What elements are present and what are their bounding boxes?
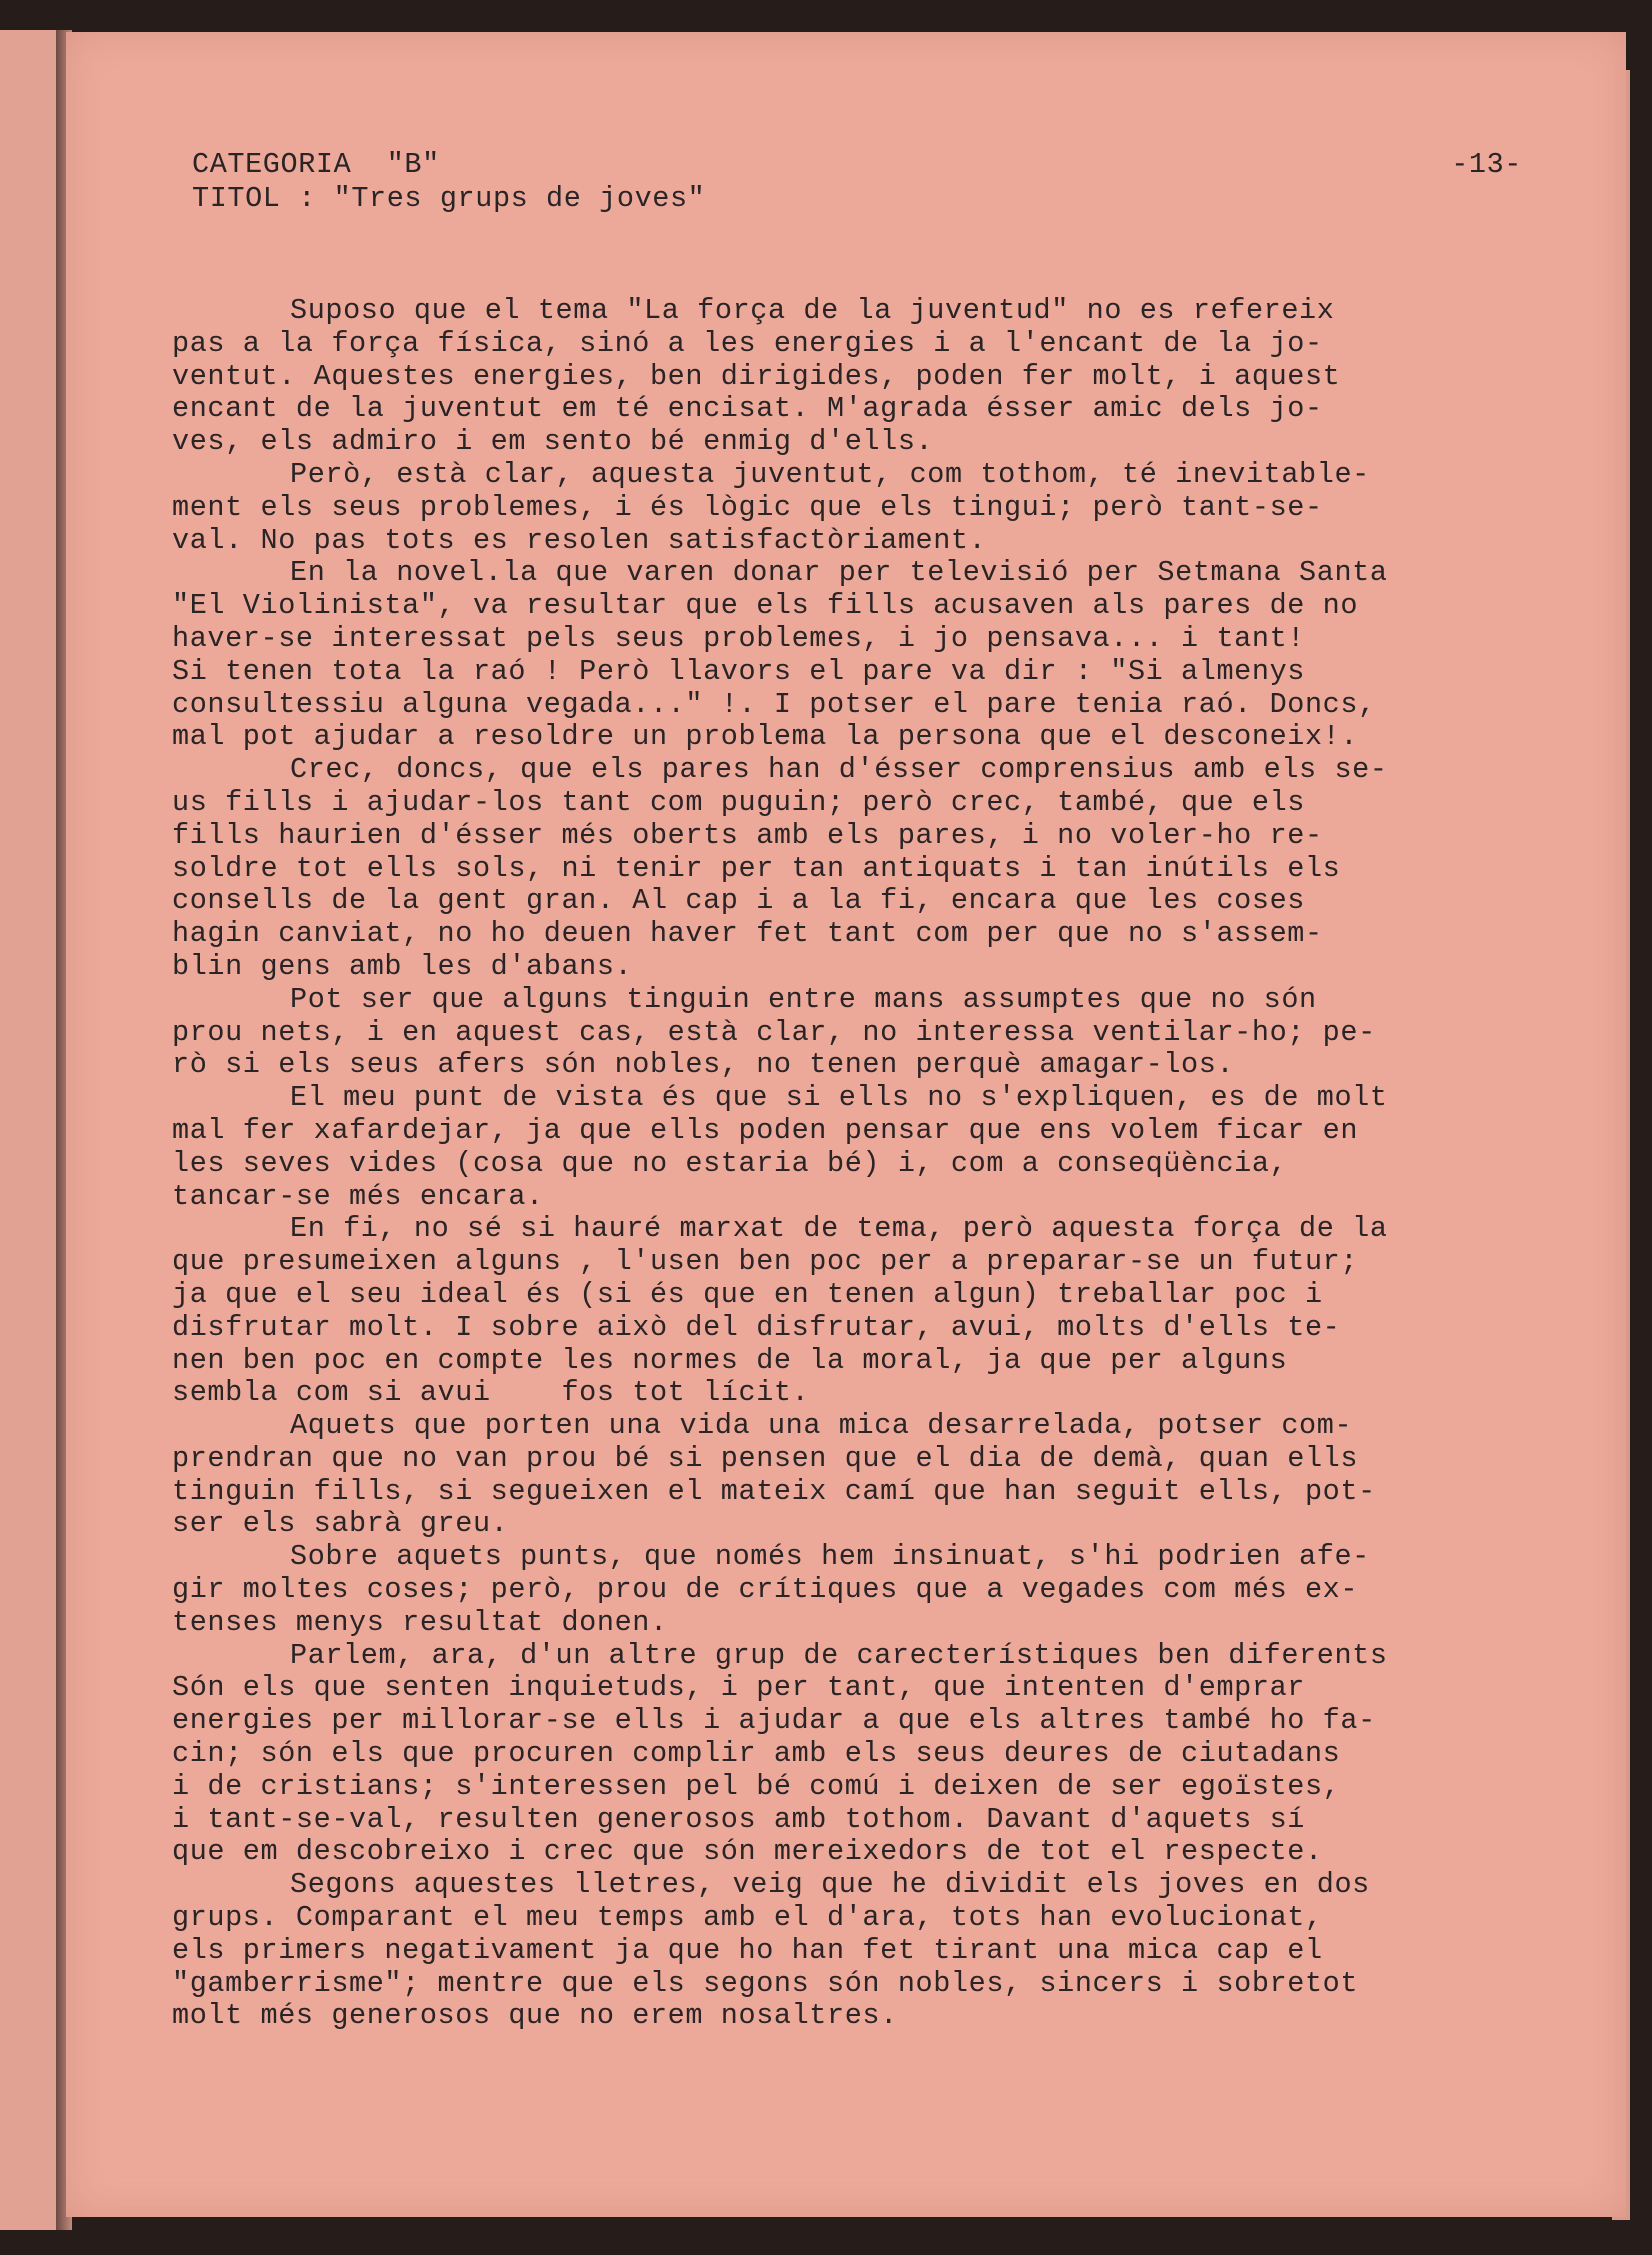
paragraph-first-line: Sobre aquets punts, que només hem insinuat, s'hi podrien afe-	[290, 1540, 1370, 1574]
text-line: soldre tot ells sols, ni tenir per tan antiquats i tan inútils els	[172, 851, 1341, 885]
text-line: consultessiu alguna vegada..." !. I potser el pare tenia raó. Doncs,	[172, 687, 1376, 721]
text-line: tenses menys resultat donen.	[172, 1605, 668, 1639]
category-line: CATEGORIA "B"	[192, 148, 440, 181]
paragraph-first-line: Però, està clar, aquesta juventut, com tothom, té inevitable-	[290, 457, 1370, 491]
text-line: ves, els admiro i em sento bé enmig d'ells.	[172, 425, 934, 459]
title-line: TITOL : "Tres grups de joves"	[192, 182, 706, 215]
text-line: disfrutar molt. I sobre això del disfrutar, avui, molts d'ells te-	[172, 1310, 1341, 1344]
text-line: Si tenen tota la raó ! Però llavors el pare va dir : "Si almenys	[172, 654, 1305, 688]
text-line: mal fer xafardejar, ja que ells poden pensar que ens volem ficar en	[172, 1113, 1359, 1147]
page-number: -13-	[1451, 148, 1522, 181]
text-line: ment els seus problemes, i és lògic que els tingui; però tant-se-	[172, 490, 1323, 524]
text-line: que presumeixen alguns , l'usen ben poc per a preparar-se un futur;	[172, 1245, 1359, 1279]
paragraph-first-line: En fi, no sé si hauré marxat de tema, però aquesta força de la	[290, 1212, 1388, 1246]
text-line: us fills i ajudar-los tant com puguin; però crec, també, que els	[172, 785, 1305, 819]
text-line: tinguin fills, si segueixen el mateix camí que han seguit ells, pot-	[172, 1474, 1376, 1508]
text-line: consells de la gent gran. Al cap i a la fi, encara que les coses	[172, 884, 1305, 918]
text-line: prou nets, i en aquest cas, està clar, no interessa ventilar-ho; pe-	[172, 1015, 1376, 1049]
page-header	[192, 148, 1522, 216]
text-line: fills haurien d'ésser més oberts amb els pares, i no voler-ho re-	[172, 818, 1323, 852]
text-line: encant de la juventut em té encisat. M'agrada ésser amic dels jo-	[172, 392, 1323, 426]
text-line: nen ben poc en compte les normes de la moral, ja que per alguns	[172, 1343, 1288, 1377]
paragraph-first-line: Suposo que el tema "La força de la juventud" no es refereix	[290, 294, 1335, 327]
text-line: haver-se interessat pels seus problemes, i jo pensava... i tant!	[172, 621, 1305, 655]
text-line: Són els que senten inquietuds, i per tant, que intenten d'emprar	[172, 1671, 1305, 1705]
text-line: energies per millorar-se ells i ajudar a que els altres també ho fa-	[172, 1704, 1376, 1738]
text-line: ventut. Aquestes energies, ben dirigides, poden fer molt, i aquest	[172, 359, 1341, 393]
paragraph-first-line: Aquets que porten una vida una mica desarrelada, potser com-	[290, 1409, 1353, 1443]
text-line: val. No pas tots es resolen satisfactòriament.	[172, 523, 987, 557]
paragraph-first-line: Parlem, ara, d'un altre grup de carecterístiques ben diferents	[290, 1638, 1388, 1672]
text-line: ser els sabrà greu.	[172, 1507, 509, 1541]
text-line: prendran que no van prou bé si pensen que el dia de demà, quan ells	[172, 1441, 1359, 1475]
text-line: els primers negativament ja que ho han fet tirant una mica cap el	[172, 1933, 1323, 1967]
text-line: grups. Comparant el meu temps amb el d'ara, tots han evolucionat,	[172, 1901, 1323, 1935]
paragraph-first-line: Pot ser que alguns tinguin entre mans assumptes que no són	[290, 982, 1317, 1016]
text-line: blin gens amb les d'abans.	[172, 949, 633, 983]
text-line: "gamberrisme"; mentre que els segons són nobles, sincers i sobretot	[172, 1966, 1359, 2000]
text-line: i tant-se-val, resulten generosos amb tothom. Davant d'aquets sí	[172, 1802, 1305, 1836]
text-line: que em descobreixo i crec que són mereixedors de tot el respecte.	[172, 1835, 1323, 1869]
text-line: cin; són els que procuren complir amb els seus deures de ciutadans	[172, 1737, 1341, 1771]
text-line: tancar-se més encara.	[172, 1179, 544, 1213]
text-line: ja que el seu ideal és (si és que en tenen algun) treballar poc i	[172, 1277, 1323, 1311]
facing-page-edge	[0, 30, 64, 2230]
text-line: gir moltes coses; però, prou de crítiques que a vegades com més ex-	[172, 1573, 1359, 1607]
text-line: les seves vides (cosa que no estaria bé) i, com a conseqüència,	[172, 1146, 1288, 1180]
text-line: rò si els seus afers són nobles, no tenen perquè amagar-los.	[172, 1048, 1235, 1082]
text-line: "El Violinista", va resultar que els fills acusaven als pares de no	[172, 589, 1359, 623]
text-line: molt més generosos que no erem nosaltres.	[172, 1999, 898, 2033]
text-line: i de cristians; s'interessen pel bé comú i deixen de ser egoïstes,	[172, 1769, 1341, 1803]
text-line: pas a la força física, sinó a les energies i a l'encant de la jo-	[172, 326, 1323, 360]
text-line: sembla com si avui fos tot lícit.	[172, 1376, 810, 1410]
text-line: hagin canviat, no ho deuen haver fet tant com per que no s'assem-	[172, 917, 1323, 951]
paragraph-first-line: Crec, doncs, que els pares han d'ésser comprensius amb els se-	[290, 753, 1388, 787]
paragraph-first-line: Segons aquestes lletres, veig que he dividit els joves en dos	[290, 1868, 1370, 1902]
paragraph-first-line: En la novel.la que varen donar per televisió per Setmana Santa	[290, 556, 1388, 590]
paragraph-first-line: El meu punt de vista és que si ells no s'expliquen, es de molt	[290, 1081, 1388, 1115]
essay-body	[172, 295, 1547, 2033]
text-line: mal pot ajudar a resoldre un problema la persona que el desconeix!.	[172, 720, 1359, 754]
